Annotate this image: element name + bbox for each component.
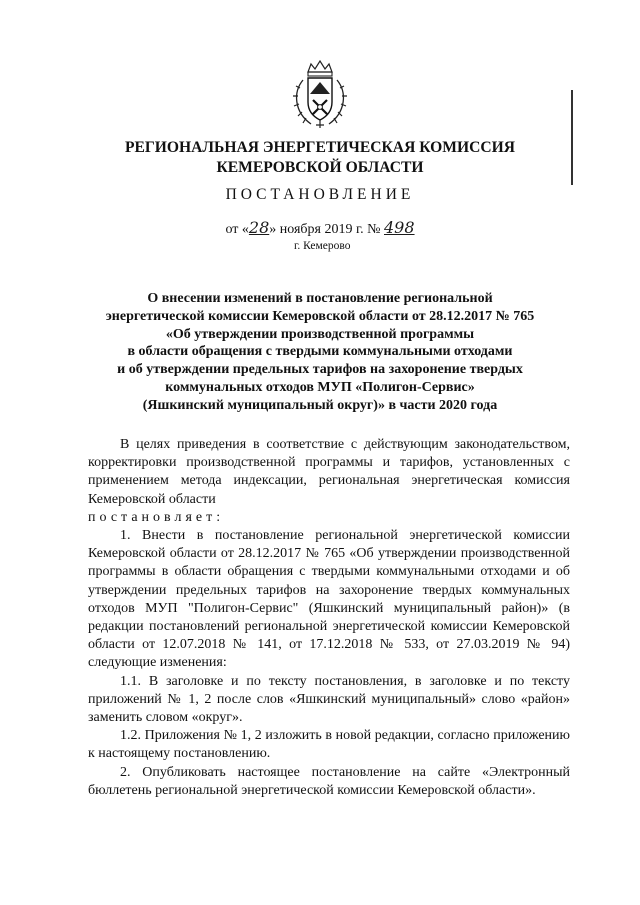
organization-name-line-1: РЕГИОНАЛЬНАЯ ЭНЕРГЕТИЧЕСКАЯ КОМИССИЯ — [124, 139, 516, 156]
document-date-line — [60, 218, 580, 238]
organization-name — [60, 138, 580, 178]
title-line: в области обращения с твердыми коммунальными отходами — [127, 344, 513, 360]
item-2-paragraph: 2. Опубликовать настоящее постановление на сайте «Электронный бюллетень региональной энергетической комиссии Кемеровской области». — [88, 764, 570, 798]
title-line: и об утверждении предельных тарифов на захоронение твердых — [117, 362, 523, 378]
date-prefix: от « — [225, 222, 249, 237]
coat-of-arms-icon — [289, 58, 351, 130]
coat-of-arms-emblem — [289, 58, 351, 130]
city-name: г. Кемерово — [294, 240, 351, 252]
document-title — [80, 290, 560, 415]
preamble-paragraph: В целях приведения в соответствие с действующим законодательством, корректировки производственной программы и тарифов, установленных с применением метода индексации, региональная энергетическая комиссия Кемеровской области — [88, 437, 570, 507]
item-1-1-paragraph: 1.1. В заголовке и по тексту постановления, в заголовке и по тексту приложений № 1, 2 после слов «Яшкинский муниципальный» слово «район» заменить словом «округ». — [88, 673, 570, 726]
title-line: энергетической комиссии Кемеровской области от 28.12.2017 № 765 — [105, 308, 535, 324]
organization-name-line-2: КЕМЕРОВСКОЙ ОБЛАСТИ — [216, 159, 424, 176]
handwritten-date-day: 28 — [248, 218, 270, 237]
title-line: «Об утверждении производственной программы — [165, 326, 475, 342]
title-line: О внесении изменений в постановление региональной — [147, 291, 493, 306]
title-line: коммунальных отходов МУП «Полигон-Сервис» — [165, 379, 475, 395]
item-1-paragraph: 1. Внести в постановление региональной энергетической комиссии Кемеровской области от 28.12.2017 № 765 «Об утверждении производственной программы в области обращения с твердыми коммунальными отходами и об утверждении предельных тарифов на захоронение твердых коммунальных отходов МУП "Полигон-Сервис" (Яшкинский муниципальный район)» (в редакции постановлений региональной энергетической комиссии Кемеровской области от 12.07.2018 № 141, от 17.12.2018 № 533, от 27.03.2019 № 94) следующие изменения: — [88, 528, 570, 671]
date-middle: » ноября 2019 г. № — [269, 222, 381, 237]
item-1-2-paragraph: 1.2. Приложения № 1, 2 изложить в новой редакции, согласно приложению к настоящему постановлению. — [88, 728, 570, 762]
document-body — [88, 436, 570, 800]
handwritten-document-number: 498 — [384, 218, 415, 237]
decree-word: постановляет: — [88, 509, 225, 525]
title-line: (Яшкинский муниципальный округ)» в части 2020 года — [142, 397, 498, 413]
document-type: ПОСТАНОВЛЕНИЕ — [225, 186, 415, 203]
